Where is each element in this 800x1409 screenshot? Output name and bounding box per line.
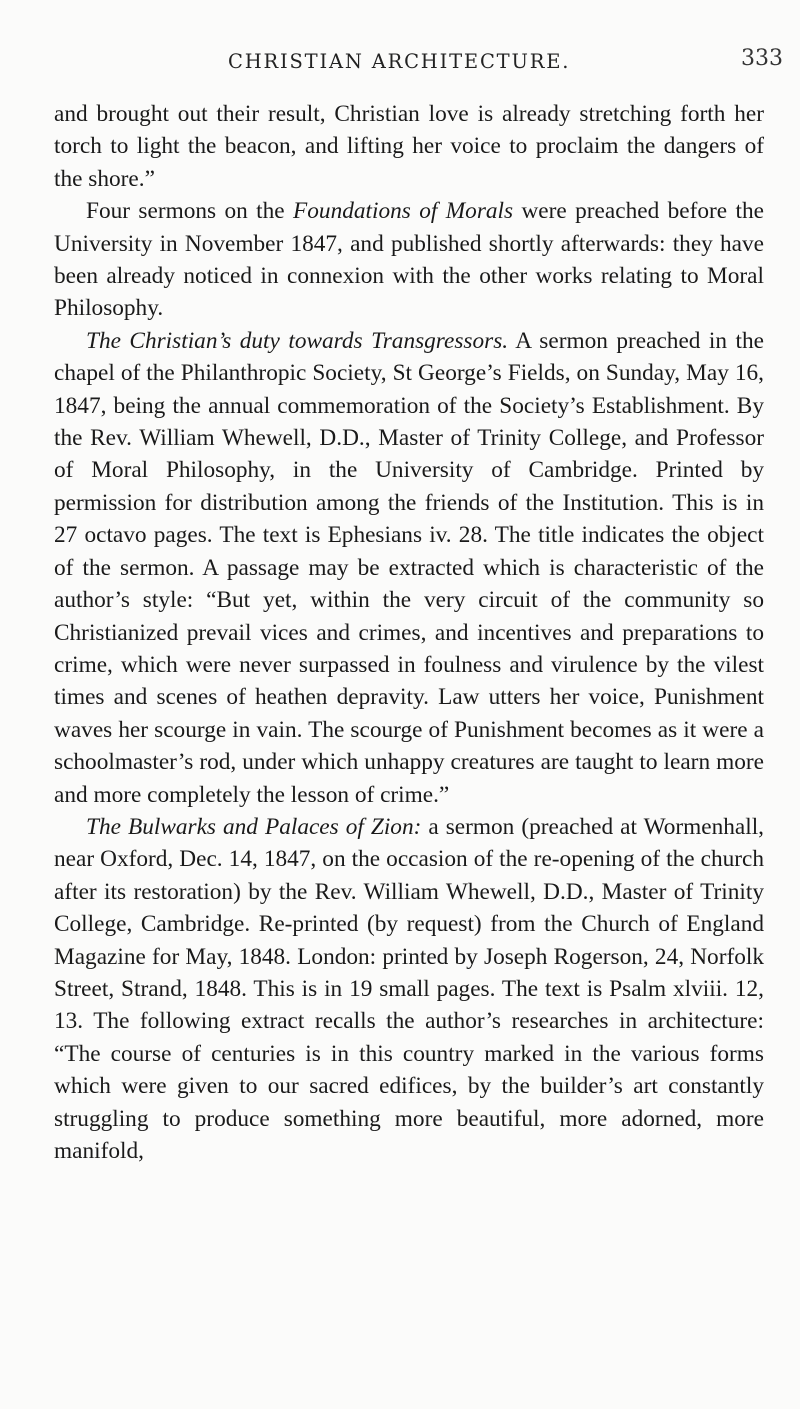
body-text xyxy=(54,98,764,1167)
paragraph-continuation xyxy=(54,98,764,195)
paragraph-text: a sermon (preached at Wormenhall, near Oxford, Dec. 14, 1847, on the occasion of the re-opening of the church after its restoration) by the Rev. William Whewell, D.D., Master of Trinity College, Cambridge. Re-printed (by request) from the Church of England Magazine for May, 1848. London: printed by Joseph Rogerson, 24, Norfolk Street, Strand, 1848. This is in 19 small pages. The text is Psalm xlviii. 12, 13. The following extract recalls the author’s researches in architecture: “The course of centuries is in this country marked in the various forms which were given to our sacred edifices, by the builder’s art constantly struggling to produce something more beautiful, more adorned, more manifold, xyxy=(54,813,764,1164)
paragraph-foundations-of-morals xyxy=(54,195,764,325)
paragraph-text: and brought out their result, Christian love is already stretching forth her torch to light the beacon, and lifting her voice to proclaim the dangers of the shore.” xyxy=(54,101,764,192)
work-title: Foundations of Morals xyxy=(293,198,514,225)
paragraph-text: A sermon preached in the chapel of the Philanthropic Society, St George’s Fields, on Sunday, May 16, 1847, being the annual commemoration of the Society’s Establishment. By the Rev. William Whewell, D.D., Master of Trinity College, and Professor of Moral Philosophy, in the University of Cambridge. Printed by permission for distribution among the friends of the Institution. This is in 27 octavo pages. The text is Ephesians iv. 28. The title indicates the object of the sermon. A passage may be extracted which is characteristic of the author’s style: “But yet, within the very circuit of the community so Christianized prevail vices and crimes, and incentives and preparations to crime, which were never surpassed in foulness and virulence by the vilest times and scenes of heathen depravity. Law utters her voice, Punishment waves her scourge in vain. The scourge of Punishment becomes as it were a schoolmaster’s rod, under which unhappy creatures are taught to learn more and more completely the lesson of crime.” xyxy=(54,327,764,808)
paragraph-bulwarks-and-palaces xyxy=(54,811,764,1167)
paragraph-lead: Four sermons on the xyxy=(86,198,294,225)
work-title: The Christian’s duty towards Transgressors. xyxy=(86,327,509,354)
running-head: CHRISTIAN ARCHITECTURE. xyxy=(228,50,571,73)
work-title: The Bulwarks and Palaces of Zion: xyxy=(86,813,422,840)
paragraph-duty-towards-transgressors xyxy=(54,325,764,811)
page-number: 333 xyxy=(741,46,783,71)
paragraph-text: were preached before the University in November 1847, and published shortly afterwards: they have been already noticed in connexion with the other works relating to Moral Philosophy. xyxy=(54,198,764,322)
